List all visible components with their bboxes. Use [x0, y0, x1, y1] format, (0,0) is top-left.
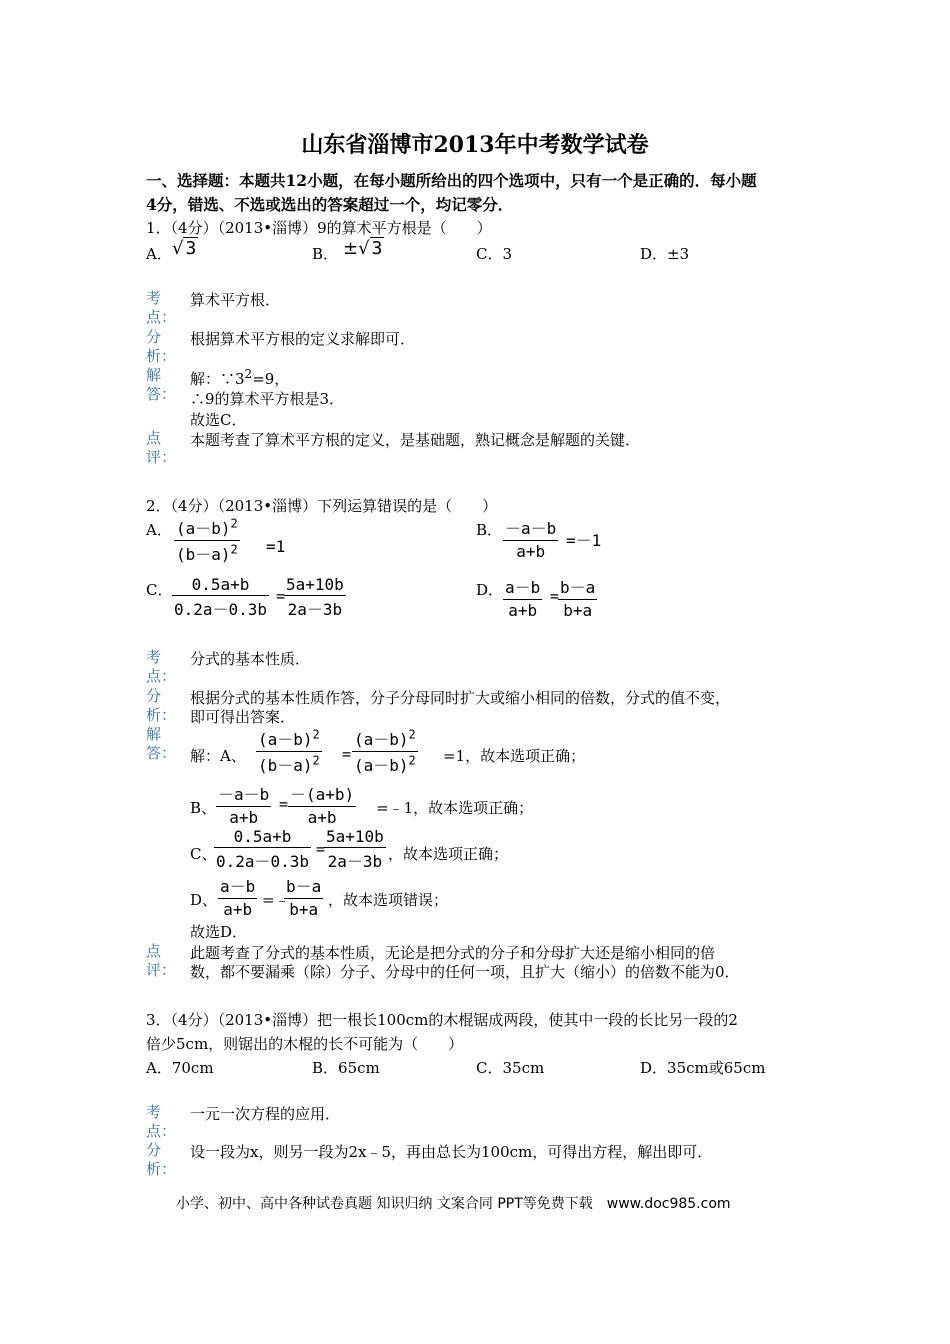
q2-stem: 2．（4分）（2013•淄博）下列运算错误的是（ ） [146, 497, 498, 515]
denominator-text: (b－a) [258, 756, 313, 775]
q1-jieda-line3: 故选C． [190, 411, 247, 429]
fraction-denominator: 0.2a－0.3b [174, 600, 268, 619]
fraction-numerator: 5a+10b [286, 575, 344, 594]
q3-option-c: C．35cm [476, 1059, 545, 1077]
fraction-denominator: 0.2a－0.3b [216, 852, 310, 871]
q1-option-b-sqrt: ±√ 3 [343, 238, 383, 259]
q2-option-d-fraction-left [503, 575, 542, 620]
q1-option-a-radicand: 3 [185, 238, 197, 259]
page-footer: 小学、初中、高中各种试卷真题 知识归纳 文案合同 PPT等免费下载 www.doc985.com [176, 1196, 731, 1212]
q2-jieda-d-fraction-left [218, 874, 257, 919]
q2-jieda-label-2: 答： [146, 744, 177, 762]
q3-stem-line1: 3．（4分）（2013•淄博）把一根长100cm的木棍锯成两段，使其中一段的长比另一段的2 [146, 1011, 738, 1029]
fraction-numerator: a－b [220, 877, 256, 896]
q2-kaodian: 分式的基本性质． [190, 650, 311, 668]
q2-option-a-fraction [174, 516, 240, 565]
q1-option-c: C．3 [476, 245, 513, 263]
q1-fenxi: 根据算术平方根的定义求解即可． [190, 330, 416, 348]
q1-dianping: 本题考查了算术平方根的定义，是基础题，熟记概念是解题的关键． [190, 431, 641, 449]
q2-option-b: B． [476, 521, 503, 539]
fraction-denominator: 2a－3b [327, 852, 383, 871]
fraction-numerator [174, 516, 240, 539]
fraction-bar [214, 847, 311, 848]
q2-jieda-a-fraction-right [352, 727, 418, 776]
q2-jieda-a-fraction-left [256, 727, 322, 776]
q2-jieda-end: 故选D． [190, 923, 248, 941]
fraction-numerator: 0.5a+b [233, 827, 292, 846]
q2-jieda-d-fraction-right [284, 874, 323, 919]
q1-jieda-sup: 2 [244, 367, 253, 381]
fraction-denominator: a+b [223, 900, 253, 919]
q1-dianping-label-1: 点 [146, 429, 162, 447]
fraction-bar [256, 751, 322, 752]
q2-jieda-c-fraction-left [214, 827, 311, 872]
fraction-denominator: b+a [289, 900, 319, 919]
fraction-bar [324, 847, 386, 848]
fraction-numerator: a－b [505, 578, 541, 597]
q2-jieda-b-prefix: B、 [190, 799, 217, 817]
fraction-bar [503, 599, 542, 600]
q2-option-d: D． [476, 581, 504, 599]
q1-kaodian-label-2: 点： [146, 308, 177, 326]
fraction-bar [284, 595, 346, 596]
q1-kaodian: 算术平方根． [190, 291, 281, 309]
fraction-denominator: a+b [516, 542, 546, 561]
plus-minus-sign: ± [343, 238, 359, 259]
q2-dianping-line1: 此题考查了分式的基本性质，无论是把分式的分子和分母扩大还是缩小相同的倍 [190, 944, 716, 962]
q2-jieda-c-suffix: ，故本选项正确； [388, 845, 509, 863]
fraction-bar [216, 806, 271, 807]
q1-jieda-line2: ∴9的算术平方根是3． [190, 390, 345, 408]
q1-option-a: A． [146, 245, 172, 263]
fraction-denominator [256, 753, 322, 776]
fraction-denominator: a+b [307, 808, 337, 827]
q2-jieda-a-prefix: 解：A、 [190, 747, 246, 765]
q1-option-d: D．±3 [640, 245, 690, 263]
q3-kaodian-label-1: 考 [146, 1103, 162, 1121]
fraction-numerator: －(a+b) [290, 785, 355, 804]
fraction-bar [174, 540, 240, 541]
fraction-denominator: a+b [229, 808, 259, 827]
q1-option-b: B． [312, 245, 339, 263]
fraction-numerator: 0.5a+b [191, 575, 250, 594]
fraction-denominator [174, 542, 240, 565]
denominator-text: (a－b) [354, 756, 409, 775]
q2-jieda-a-suffix: =1，故本选项正确； [443, 747, 586, 765]
q2-kaodian-label-2: 点： [146, 667, 177, 685]
q3-option-a: A．70cm [146, 1059, 214, 1077]
fraction-bar [218, 898, 257, 899]
fraction-denominator: 2a－3b [287, 600, 343, 619]
denominator-text: (b－a) [176, 545, 231, 564]
q1-jieda-post: =9， [252, 370, 290, 388]
numerator-text: (a－b) [354, 730, 409, 749]
q2-fenxi-line2: 即可得出答案． [190, 708, 296, 726]
q3-kaodian-label-2: 点： [146, 1122, 177, 1140]
q3-option-d: D．35cm或65cm [640, 1059, 766, 1077]
exponent: 2 [230, 542, 238, 557]
q2-jieda-a-equals: = [342, 745, 352, 763]
exponent: 2 [408, 727, 416, 742]
q2-jieda-d-suffix: ，故本选项错误； [328, 891, 449, 909]
q2-jieda-c-prefix: C、 [190, 845, 217, 863]
exponent: 2 [408, 753, 416, 768]
q1-dianping-label-2: 评： [146, 448, 177, 466]
fraction-denominator: a+b [508, 601, 538, 620]
q2-fenxi-label-2: 析： [146, 706, 177, 724]
fraction-bar [172, 595, 269, 596]
q1-option-b-radicand: 3 [371, 238, 383, 259]
q1-jieda-line1 [190, 367, 289, 389]
numerator-text: (a－b) [176, 519, 231, 538]
q2-dianping-label-2: 评： [146, 961, 177, 979]
page-title: 山东省淄博市2013年中考数学试卷 [301, 132, 649, 158]
fraction-numerator: 5a+10b [326, 827, 384, 846]
fraction-bar [503, 540, 558, 541]
q2-jieda-b-suffix: =﹣1，故本选项正确； [376, 799, 534, 817]
fraction-numerator: －a－b [218, 785, 270, 804]
q2-jieda-b-fraction-left [216, 782, 271, 827]
q2-jieda-label-1: 解 [146, 725, 162, 743]
q2-fenxi-label-1: 分 [146, 687, 162, 705]
q2-option-b-result: =－1 [566, 531, 602, 550]
q1-jieda-label-2: 答： [146, 385, 177, 403]
fraction-denominator: b+a [563, 601, 593, 620]
exponent: 2 [230, 516, 238, 531]
q3-fenxi: 设一段为x，则另一段为2x﹣5，再由总长为100cm，可得出方程，解出即可． [190, 1143, 713, 1161]
q1-jieda-pre: 解：∵3 [190, 370, 245, 388]
q1-fenxi-label-2: 析： [146, 347, 177, 365]
q3-stem-line2: 倍少5cm，则锯出的木棍的长不可能为（ ） [146, 1035, 464, 1053]
q2-jieda-d-equals: =﹣ [262, 891, 290, 909]
q1-stem: 1．（4分）（2013•淄博）9的算术平方根是（ ） [146, 219, 492, 237]
q2-option-d-fraction-right [558, 575, 597, 620]
q2-jieda-c-fraction-right [324, 827, 386, 872]
fraction-bar [288, 806, 356, 807]
q2-option-a: A． [146, 521, 172, 539]
fraction-numerator: b－a [560, 578, 596, 597]
fraction-numerator: b－a [286, 877, 322, 896]
q2-jieda-b-fraction-right [288, 782, 356, 827]
section-instruction-line1: 一、选择题：本题共12小题，在每小题所给出的四个选项中，只有一个是正确的．每小题 [146, 171, 757, 190]
fraction-numerator [256, 727, 322, 750]
q2-jieda-c-equals: = [316, 840, 326, 858]
q2-jieda-d-prefix: D、 [190, 891, 218, 909]
q2-kaodian-label-1: 考 [146, 648, 162, 666]
q3-option-b: B．65cm [312, 1059, 380, 1077]
q2-dianping-line2: 数，都不要漏乘（除）分子、分母中的任何一项，且扩大（缩小）的倍数不能为0． [190, 963, 740, 981]
q2-fenxi-line1: 根据分式的基本性质作答，分子分母同时扩大或缩小相同的倍数，分式的值不变， [190, 689, 731, 707]
section-instruction-line2: 4分，错选、不选或选出的答案超过一个，均记零分． [146, 195, 514, 214]
q1-fenxi-label-1: 分 [146, 328, 162, 346]
fraction-bar [284, 898, 323, 899]
numerator-text: (a－b) [258, 730, 313, 749]
q2-jieda-b-equals: = [279, 795, 289, 813]
q2-option-a-result: =1 [266, 537, 286, 556]
q3-kaodian: 一元一次方程的应用． [190, 1105, 341, 1123]
q2-option-c-equals: = [276, 587, 286, 605]
q2-option-c-fraction-left [172, 575, 269, 620]
fraction-bar [352, 751, 418, 752]
fraction-numerator: －a－b [505, 519, 557, 538]
q2-dianping-label-1: 点 [146, 942, 162, 960]
q3-fenxi-label-2: 析： [146, 1160, 177, 1178]
q1-jieda-label-1: 解 [146, 366, 162, 384]
fraction-numerator [352, 727, 418, 750]
q2-option-c: C． [146, 581, 173, 599]
q1-option-a-sqrt: √ 3 [172, 238, 197, 259]
q2-option-b-fraction [503, 516, 558, 561]
fraction-denominator [352, 753, 418, 776]
q2-option-c-fraction-right [284, 575, 346, 620]
fraction-bar [558, 599, 597, 600]
q1-kaodian-label-1: 考 [146, 289, 162, 307]
q2-option-d-equals: = [550, 587, 560, 605]
exponent: 2 [312, 727, 320, 742]
q3-fenxi-label-1: 分 [146, 1141, 162, 1159]
exponent: 2 [312, 753, 320, 768]
